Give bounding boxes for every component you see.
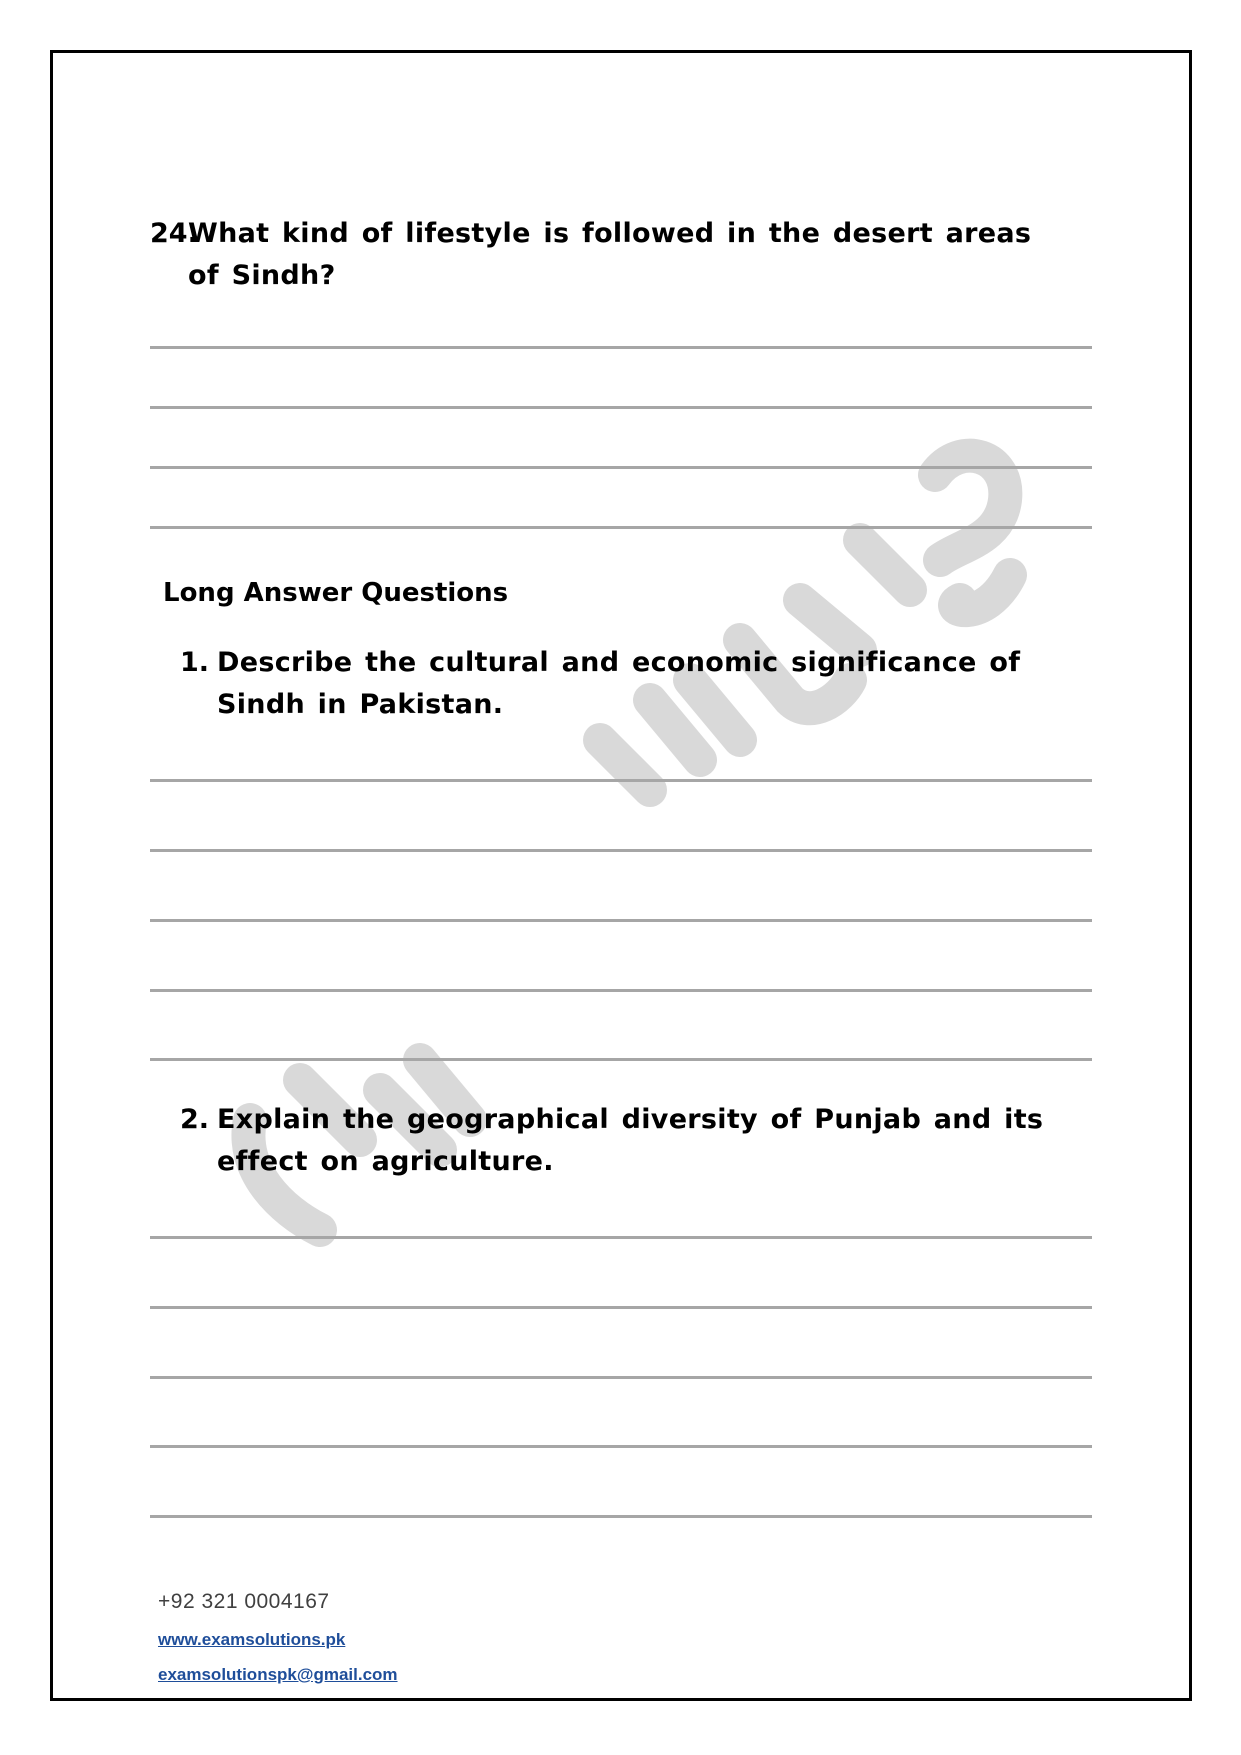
answer-line xyxy=(150,779,1092,782)
answer-line xyxy=(150,989,1092,992)
answer-line xyxy=(150,1515,1092,1518)
answer-line xyxy=(150,849,1092,852)
long-question-2-number: 2. xyxy=(180,1104,210,1135)
answer-line xyxy=(150,1445,1092,1448)
long-question-2-text: Explain the geographical diversity of Punjab and its effect on agriculture. xyxy=(217,1104,1044,1177)
footer-website-link[interactable]: www.examsolutions.pk xyxy=(158,1630,346,1649)
answer-line xyxy=(150,346,1092,349)
footer-email-link[interactable]: examsolutionspk@gmail.com xyxy=(158,1665,398,1684)
long-question-1-text: Describe the cultural and economic significance of Sindh in Pakistan. xyxy=(217,647,1021,720)
question-24-text: What kind of lifestyle is followed in the desert areas of Sindh? xyxy=(188,218,1032,291)
section-heading: Long Answer Questions xyxy=(163,578,509,608)
footer-phone: +92 321 0004167 xyxy=(158,1590,330,1613)
answer-line xyxy=(150,406,1092,409)
answer-line xyxy=(150,526,1092,529)
answer-line xyxy=(150,1306,1092,1309)
answer-line xyxy=(150,919,1092,922)
long-question-1-number: 1. xyxy=(180,647,210,678)
answer-line xyxy=(150,1376,1092,1379)
answer-line xyxy=(150,1236,1092,1239)
answer-line xyxy=(150,1058,1092,1061)
question-24-number: 24. xyxy=(150,218,198,249)
page-border xyxy=(50,50,1192,1701)
answer-line xyxy=(150,466,1092,469)
